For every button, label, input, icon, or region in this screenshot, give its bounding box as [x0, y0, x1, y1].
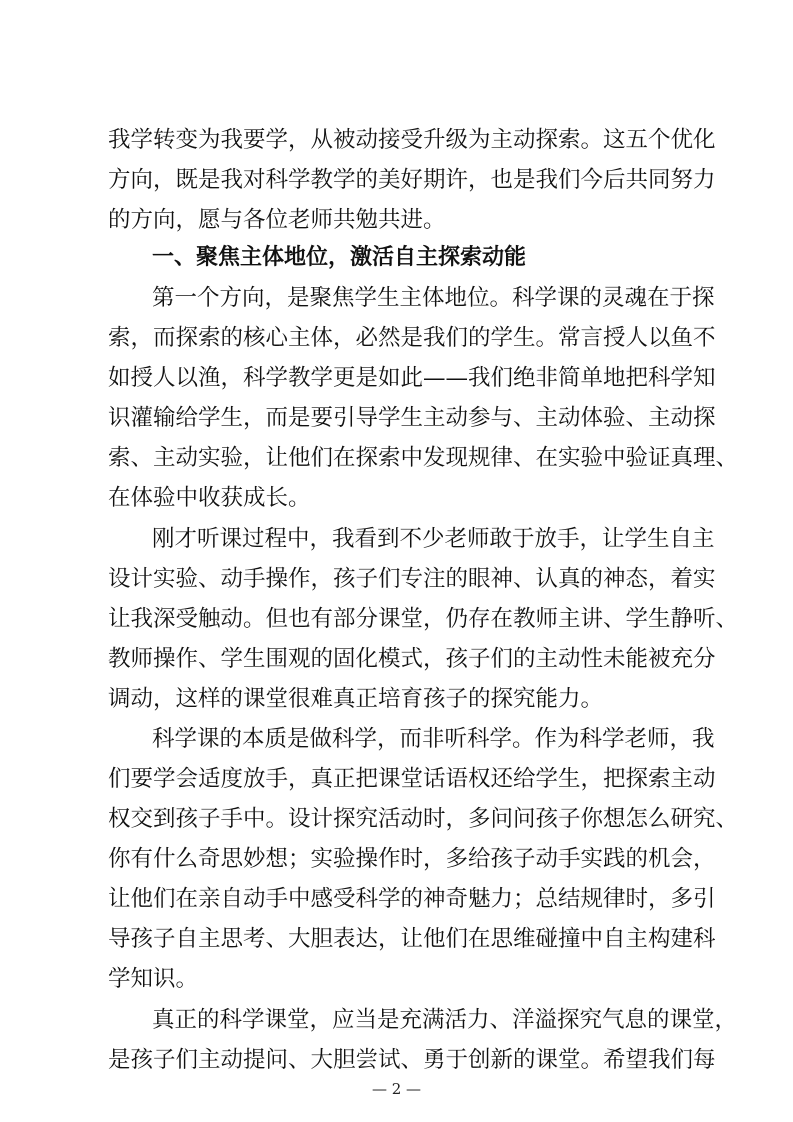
text-line: 们要学会适度放手，真正把课堂话语权还给学生，把探索主动: [108, 766, 716, 792]
text-line: 索、主动实验，让他们在探索中发现规律、在实验中验证真理、: [108, 445, 739, 471]
text-line: 第一个方向，是聚焦学生主体地位。科学课的灵魂在于探: [152, 285, 715, 311]
text-line: 科学课的本质是做科学，而非听科学。作为科学老师，我: [152, 726, 715, 752]
text-line: 让我深受触动。但也有部分课堂，仍存在教师主讲、学生静听、: [108, 606, 739, 632]
text-line: 调动，这样的课堂很难真正培育孩子的探究能力。: [108, 686, 604, 712]
text-line: 我学转变为我要学，从被动接受升级为主动探索。这五个优化: [108, 127, 716, 153]
page-number: — 2 —: [371, 1080, 422, 1098]
text-line: 权交到孩子手中。设计探究活动时，多问问孩子你想怎么研究、: [108, 806, 739, 832]
text-line: 真正的科学课堂，应当是充满活力、洋溢探究气息的课堂，: [152, 1007, 738, 1033]
text-line: 是孩子们主动提问、大胆尝试、勇于创新的课堂。希望我们每: [108, 1047, 716, 1073]
text-line: 的方向，愿与各位老师共勉共进。: [108, 207, 446, 233]
text-line: 刚才听课过程中，我看到不少老师敢于放手，让学生自主: [152, 526, 715, 552]
text-line: 识灌输给学生，而是要引导学生主动参与、主动体验、主动探: [108, 405, 716, 431]
text-line: 学知识。: [108, 966, 199, 992]
text-line: 导孩子自主思考、大胆表达，让他们在思维碰撞中自主构建科: [108, 926, 716, 952]
text-line: 设计实验、动手操作，孩子们专注的眼神、认真的神态，着实: [108, 566, 716, 592]
text-line: 你有什么奇思妙想；实验操作时，多给孩子动手实践的机会，: [108, 846, 716, 872]
text-line: 如授人以渔，科学教学更是如此——我们绝非简单地把科学知: [108, 365, 716, 391]
text-line: 教师操作、学生围观的固化模式，孩子们的主动性未能被充分: [108, 646, 716, 672]
text-line: 在体验中收获成长。: [108, 485, 311, 511]
text-line: 让他们在亲自动手中感受科学的神奇魅力；总结规律时，多引: [108, 886, 716, 912]
text-line: 索，而探索的核心主体，必然是我们的学生。常言授人以鱼不: [108, 325, 716, 351]
section-heading: 一、聚焦主体地位，激活自主探索动能: [152, 245, 527, 270]
text-line: 方向，既是我对科学教学的美好期许，也是我们今后共同努力: [108, 167, 716, 193]
